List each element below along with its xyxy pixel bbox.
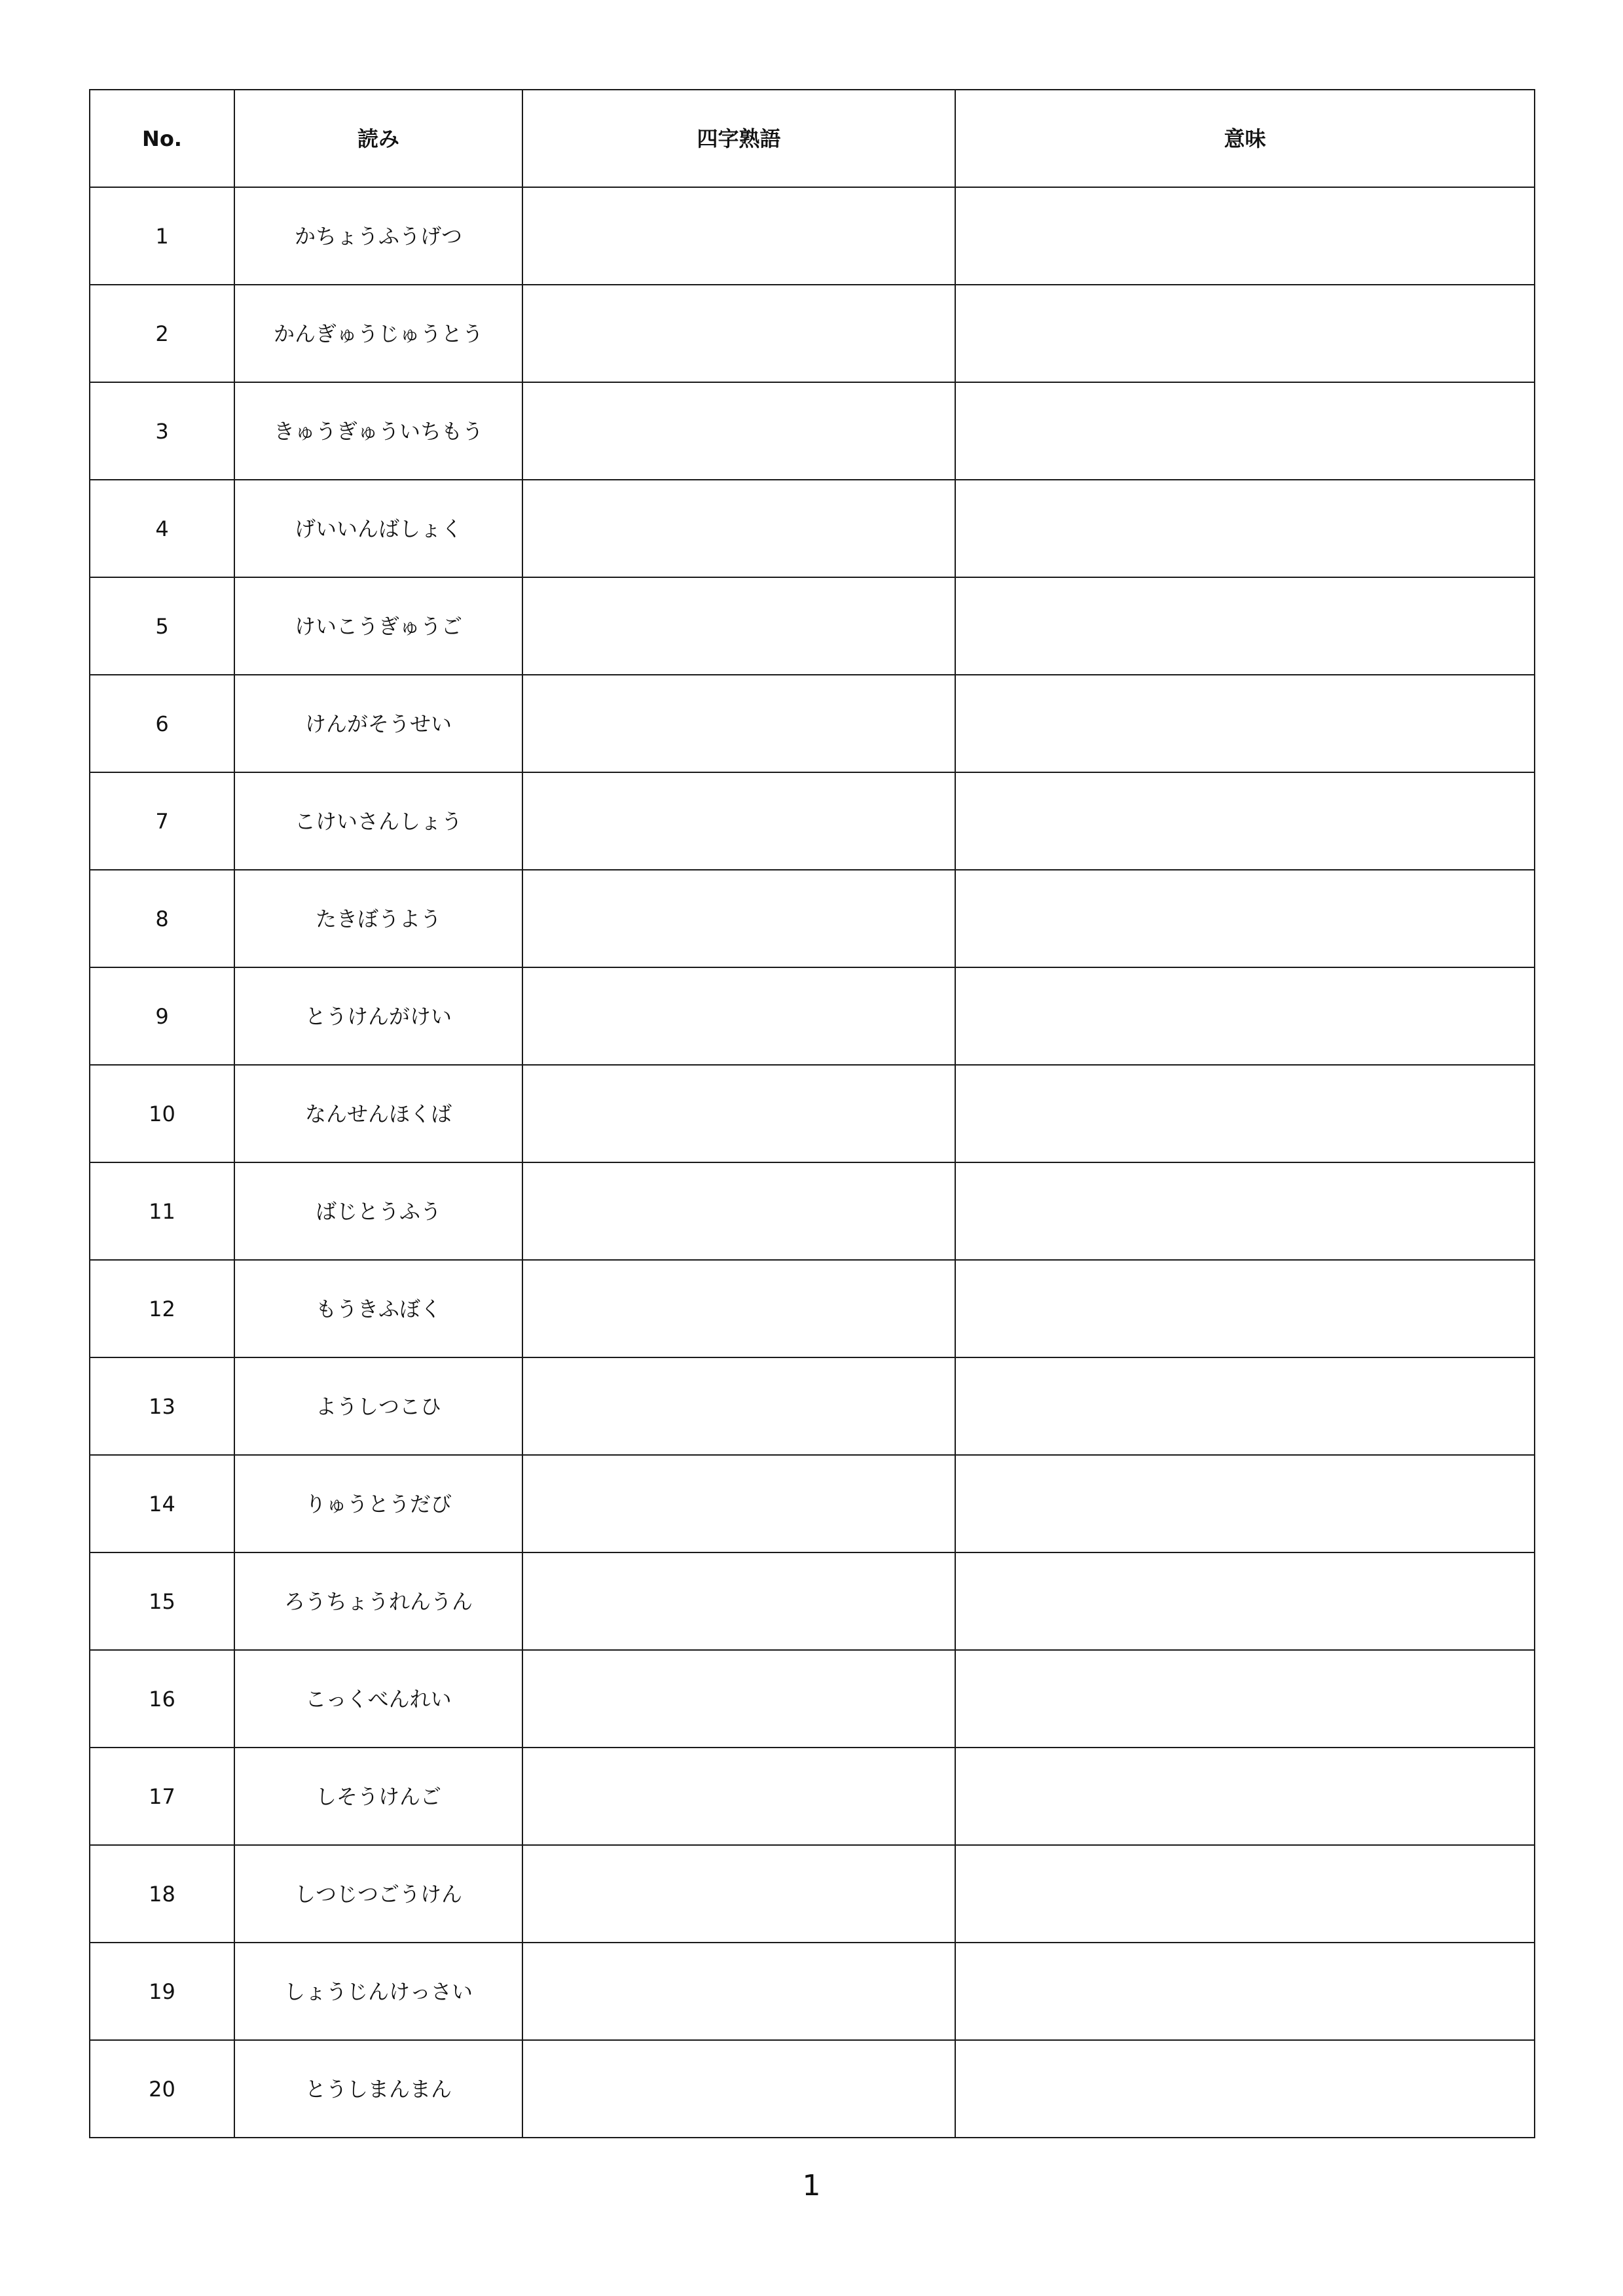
idiom-answer-cell (522, 480, 955, 577)
idiom-answer-cell (522, 1455, 955, 1552)
meaning-answer-cell (955, 187, 1535, 285)
meaning-answer-cell (955, 772, 1535, 870)
row-number-cell: 14 (90, 1455, 234, 1552)
row-number-cell: 5 (90, 577, 234, 675)
table-row (90, 285, 1535, 382)
row-number-cell: 7 (90, 772, 234, 870)
header-idiom: 四字熟語 (522, 90, 955, 187)
row-number-cell: 15 (90, 1552, 234, 1650)
table-row (90, 382, 1535, 480)
page-number: 1 (802, 2169, 821, 2202)
table-header (90, 90, 1535, 187)
row-number-cell: 11 (90, 1162, 234, 1260)
table-row (90, 772, 1535, 870)
row-number-cell: 4 (90, 480, 234, 577)
table-row (90, 480, 1535, 577)
idiom-answer-cell (522, 1162, 955, 1260)
reading-cell: ようしつこひ (234, 1357, 522, 1455)
meaning-answer-cell (955, 1748, 1535, 1845)
idiom-answer-cell (522, 187, 955, 285)
reading-cell: きゅうぎゅういちもう (234, 382, 522, 480)
reading-cell: けいこうぎゅうご (234, 577, 522, 675)
reading-cell: こっくべんれい (234, 1650, 522, 1748)
table-row (90, 1162, 1535, 1260)
idiom-answer-cell (522, 382, 955, 480)
row-number-cell: 9 (90, 967, 234, 1065)
table-row (90, 870, 1535, 967)
table-row (90, 967, 1535, 1065)
header-row (90, 90, 1535, 187)
idiom-answer-cell (522, 967, 955, 1065)
row-number-cell: 8 (90, 870, 234, 967)
table-row (90, 1943, 1535, 2040)
idiom-answer-cell (522, 1260, 955, 1357)
row-number-cell: 16 (90, 1650, 234, 1748)
meaning-answer-cell (955, 1065, 1535, 1162)
table-row (90, 1845, 1535, 1943)
reading-cell: とうけんがけい (234, 967, 522, 1065)
idiom-answer-cell (522, 1357, 955, 1455)
meaning-answer-cell (955, 967, 1535, 1065)
idiom-answer-cell (522, 772, 955, 870)
meaning-answer-cell (955, 2040, 1535, 2138)
meaning-answer-cell (955, 285, 1535, 382)
table-row (90, 675, 1535, 772)
row-number-cell: 12 (90, 1260, 234, 1357)
idiom-answer-cell (522, 285, 955, 382)
header-no: No. (90, 90, 234, 187)
reading-cell: りゅうとうだび (234, 1455, 522, 1552)
idiom-answer-cell (522, 2040, 955, 2138)
table-row (90, 2040, 1535, 2138)
meaning-answer-cell (955, 870, 1535, 967)
idiom-answer-cell (522, 1845, 955, 1943)
table-row (90, 1065, 1535, 1162)
meaning-answer-cell (955, 1260, 1535, 1357)
header-meaning: 意味 (955, 90, 1535, 187)
table-body (90, 187, 1535, 2138)
table-row (90, 577, 1535, 675)
meaning-answer-cell (955, 1357, 1535, 1455)
table-row (90, 1357, 1535, 1455)
idiom-answer-cell (522, 1065, 955, 1162)
reading-cell: もうきふぼく (234, 1260, 522, 1357)
meaning-answer-cell (955, 1552, 1535, 1650)
reading-cell: げいいんばしょく (234, 480, 522, 577)
worksheet-page (89, 89, 1534, 2138)
reading-cell: こけいさんしょう (234, 772, 522, 870)
meaning-answer-cell (955, 382, 1535, 480)
reading-cell: しそうけんご (234, 1748, 522, 1845)
reading-cell: ろうちょうれんうん (234, 1552, 522, 1650)
table-row (90, 1650, 1535, 1748)
reading-cell: かちょうふうげつ (234, 187, 522, 285)
idiom-answer-cell (522, 1943, 955, 2040)
reading-cell: しつじつごうけん (234, 1845, 522, 1943)
row-number-cell: 2 (90, 285, 234, 382)
idiom-answer-cell (522, 870, 955, 967)
header-reading: 読み (234, 90, 522, 187)
reading-cell: しょうじんけっさい (234, 1943, 522, 2040)
reading-cell: たきぼうよう (234, 870, 522, 967)
idiom-answer-cell (522, 675, 955, 772)
table-row (90, 1552, 1535, 1650)
row-number-cell: 17 (90, 1748, 234, 1845)
idiom-answer-cell (522, 577, 955, 675)
row-number-cell: 19 (90, 1943, 234, 2040)
row-number-cell: 18 (90, 1845, 234, 1943)
row-number-cell: 20 (90, 2040, 234, 2138)
meaning-answer-cell (955, 1455, 1535, 1552)
table-row (90, 187, 1535, 285)
reading-cell: とうしまんまん (234, 2040, 522, 2138)
idiom-table (89, 89, 1535, 2138)
meaning-answer-cell (955, 577, 1535, 675)
table-row (90, 1748, 1535, 1845)
meaning-answer-cell (955, 1845, 1535, 1943)
reading-cell: けんがそうせい (234, 675, 522, 772)
meaning-answer-cell (955, 480, 1535, 577)
meaning-answer-cell (955, 1943, 1535, 2040)
row-number-cell: 3 (90, 382, 234, 480)
reading-cell: ばじとうふう (234, 1162, 522, 1260)
idiom-answer-cell (522, 1650, 955, 1748)
idiom-answer-cell (522, 1552, 955, 1650)
row-number-cell: 6 (90, 675, 234, 772)
reading-cell: かんぎゅうじゅうとう (234, 285, 522, 382)
row-number-cell: 10 (90, 1065, 234, 1162)
row-number-cell: 1 (90, 187, 234, 285)
meaning-answer-cell (955, 675, 1535, 772)
idiom-answer-cell (522, 1748, 955, 1845)
row-number-cell: 13 (90, 1357, 234, 1455)
meaning-answer-cell (955, 1650, 1535, 1748)
table-row (90, 1455, 1535, 1552)
reading-cell: なんせんほくば (234, 1065, 522, 1162)
meaning-answer-cell (955, 1162, 1535, 1260)
table-row (90, 1260, 1535, 1357)
